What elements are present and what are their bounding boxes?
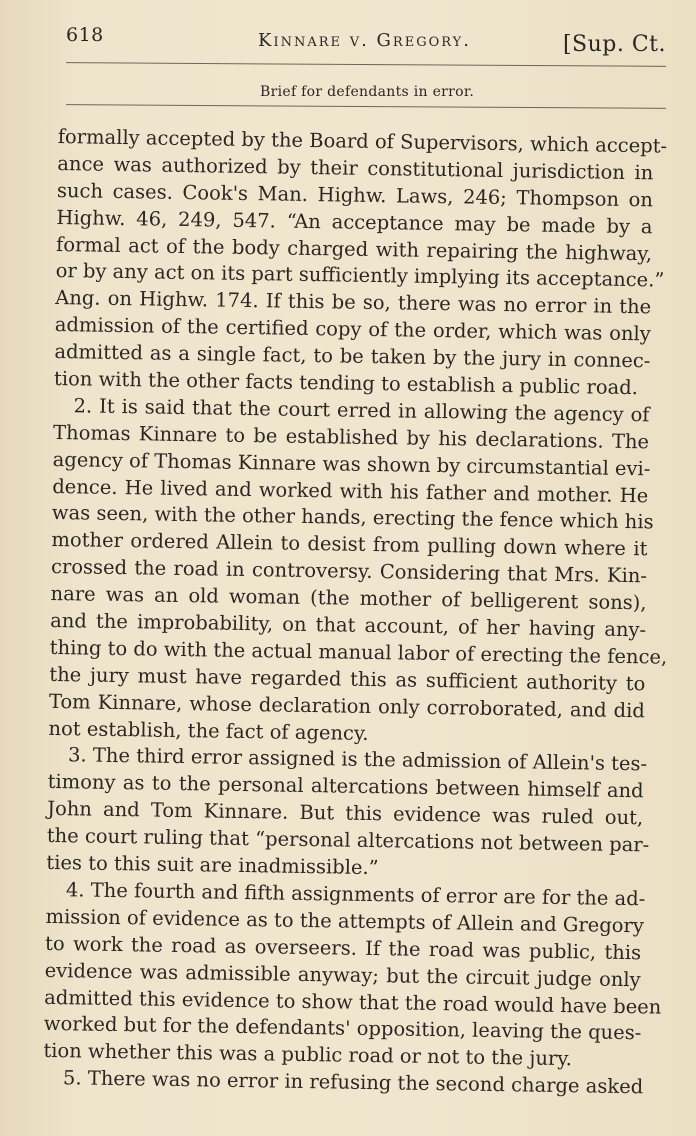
paragraph-4-start: 4. The fourth and fifth assignments of error are for the ad- xyxy=(65,878,646,911)
text-line: thing to do with the actual manual labor of erecting the fence, xyxy=(49,635,668,669)
text-line: Thomas Kinnare to be established by his declarations. The xyxy=(52,420,650,454)
text-line: crossed the road in controversy. Considering that Mrs. Kin- xyxy=(50,555,648,588)
text-line: worked but for the defendants' opposition, leaving the ques- xyxy=(43,1012,642,1045)
paragraph-2-start: 2. It is said that the court erred in allowing the agency of xyxy=(73,394,650,427)
text-line: John and Tom Kinnare. But this evidence was ruled out, xyxy=(47,797,644,830)
page-number: 618 xyxy=(66,24,104,46)
case-title: Kinnare v. Gregory. xyxy=(258,30,471,51)
text-line: admitted this evidence to show that the road would have been xyxy=(44,985,662,1019)
text-line: not establish, the fact of agency. xyxy=(48,716,369,745)
paragraph-5-start: 5. There was no error in refusing the second charge asked xyxy=(62,1066,644,1099)
text-line: Highw. 46, 249, 547. “An acceptance may be made by a xyxy=(56,205,653,239)
text-line: or by any act on its part sufficiently implying its acceptance.” xyxy=(55,259,665,292)
text-line: to work the road as overseers. If the road was public, this xyxy=(44,931,642,964)
text-line: formally accepted by the Board of Supervisors, which accept- xyxy=(57,124,668,158)
paragraph-3-start: 3. The third error assigned is the admission of Allein's tes- xyxy=(67,743,648,776)
subheader-rule xyxy=(66,104,666,109)
text-line: and the improbability, on that account, of her having any- xyxy=(50,608,647,642)
brief-subheader: Brief for defendants in error. xyxy=(260,84,475,100)
text-line: ties to this suit are inadmissible.” xyxy=(46,850,379,880)
running-header xyxy=(66,20,666,60)
text-line: Tom Kinnare, whose declaration only corroborated, and did xyxy=(48,689,646,722)
text-line: agency of Thomas Kinnare was shown by circumstantial evi- xyxy=(52,447,651,481)
text-line: tion with the other facts tending to establish a public road. xyxy=(53,366,639,400)
court-abbreviation: [Sup. Ct. xyxy=(562,32,666,57)
text-line: mission of evidence as to the attempts of Allein and Gregory xyxy=(45,904,645,938)
text-line: dence. He lived and worked with his father and mother. He xyxy=(52,474,649,507)
text-line: mother ordered Allein to desist from pulling down where it xyxy=(51,528,648,561)
text-line: was seen, with the other hands, erecting the fence which his xyxy=(51,501,654,534)
text-line: timony as to the personal altercations between himself and xyxy=(47,770,644,803)
text-line: admission of the certified copy of the order, which was only xyxy=(54,313,651,346)
text-line: the court ruling that “personal altercations not between par- xyxy=(46,824,650,857)
text-line: Ang. on Highw. 174. If this be so, there was no error in the xyxy=(55,286,652,319)
header-rule xyxy=(66,62,666,67)
text-line: formal act of the body charged with repairing the highway, xyxy=(55,232,653,265)
body-text xyxy=(43,124,668,1101)
text-line: such cases. Cook's Man. Highw. Laws, 246; Thompson on xyxy=(56,178,654,212)
text-line: nare was an old woman (the mother of belligerent sons), xyxy=(50,582,647,615)
text-line: tion whether this was a public road or not to the jury. xyxy=(43,1039,573,1071)
text-line: admitted as a single fact, to be taken by the jury in connec- xyxy=(54,340,651,373)
text-line: evidence was admissible anyway; but the circuit judge only xyxy=(44,958,641,991)
text-line: the jury must have regarded this as sufficient authority to xyxy=(49,662,646,696)
text-line: ance was authorized by their constitutional jurisdiction in xyxy=(57,151,654,185)
